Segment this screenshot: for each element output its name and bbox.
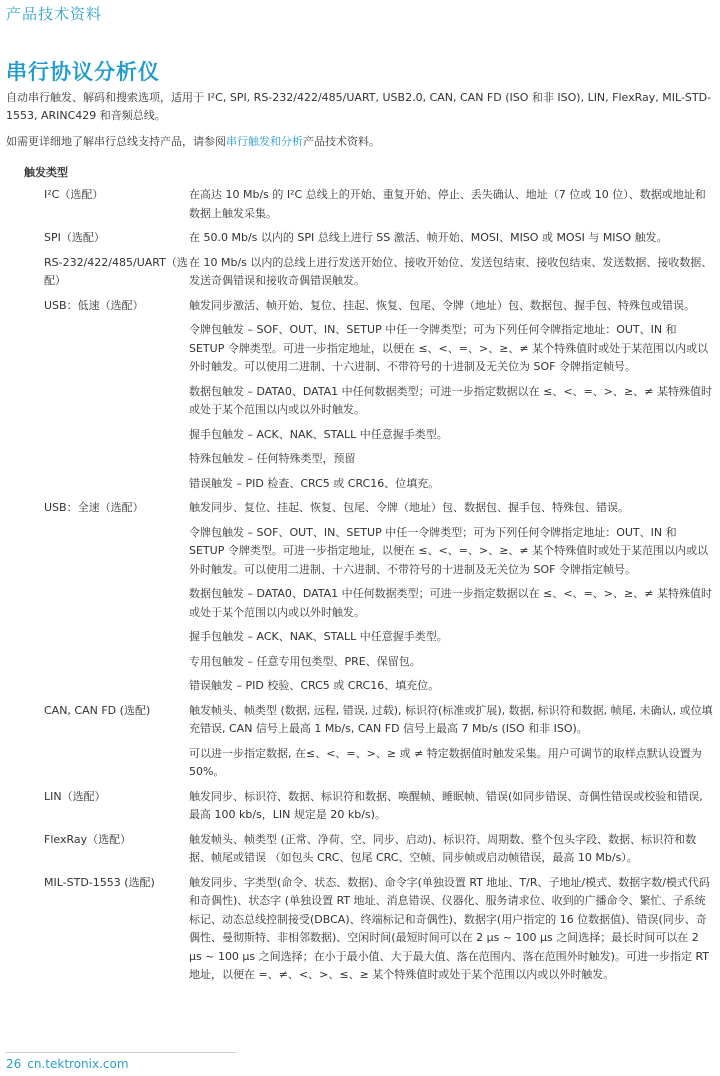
trigger-description bbox=[189, 788, 714, 831]
description-paragraph: 可以进一步指定数据, 在≤、<、=、>、≥ 或 ≠ 特定数据值时触发采集。用户可调节的取样点默认设置为 50%。 bbox=[189, 746, 702, 778]
description-paragraph: 令牌包触发 – SOF、OUT、IN、SETUP 中任一令牌类型；可为下列任何令牌指定地址：OUT、IN 和 SETUP 令牌类型。可进一步指定地址，以便在 ≤、<、=、>、≥、≠ 某个特殊值时或处于某范围以内或以外时触发。可以使用二进制、十六进制、不带符号的十进制及无关位为 SOF 令牌指定帧号。 bbox=[189, 323, 709, 373]
trigger-row bbox=[44, 788, 714, 831]
reference-prefix: 如需更详细地了解串行总线支持产品，请参阅 bbox=[6, 135, 226, 148]
description-paragraph: 在 50.0 Mb/s 以内的 SPI 总线上进行 SS 激活、帧开始、MOSI、MISO 或 MOSI 与 MISO 触发。 bbox=[189, 231, 668, 244]
trigger-row bbox=[44, 831, 714, 874]
trigger-description bbox=[189, 297, 714, 500]
description-paragraph: 握手包触发 – ACK、NAK、STALL 中任意握手类型。 bbox=[189, 630, 448, 643]
description-paragraph: 错误触发 – PID 校验、CRC5 或 CRC16、填充位。 bbox=[189, 679, 440, 692]
description-paragraph: 触发帧头、帧类型 (数据, 远程, 错误, 过载), 标识符(标准或扩展), 数据, 标识符和数据, 帧尾, 未确认, 或位填充错误, CAN 信号上最高 1 Mb/s, CAN FD 信号上最高 7 Mb/s (ISO 和非 ISO)。 bbox=[189, 703, 713, 735]
description-paragraph: 令牌包触发 – SOF、OUT、IN、SETUP 中任一令牌类型；可为下列任何令牌指定地址：OUT、IN 和 SETUP 令牌类型。可进一步指定地址，以便在 ≤、<、=、>、≥、≠ 某个特殊值时或处于某范围以内或以外时触发。可以使用二进制、十六进制、不带符号的十进制及无关位为 SOF 令牌指定帧号。 bbox=[189, 525, 709, 576]
description-paragraph: 握手包触发 – ACK、NAK、STALL 中任意握手类型。 bbox=[189, 427, 448, 441]
description-paragraph: 在 10 Mb/s 以内的总线上进行发送开始位、接收开始位、发送包结束、接收包结束、发送数据、接收数据、发送奇偶错误和接收奇偶错误触发。 bbox=[189, 255, 713, 287]
description-paragraph: 特殊包触发 – 任何特殊类型，预留 bbox=[189, 452, 356, 465]
description-paragraph: 触发帧头、帧类型 (正常、净荷、空、同步、启动)、标识符、周期数、整个包头字段、数据、标识符和数据、帧尾或错误 （如包头 CRC、包尾 CRC、空帧、同步帧或启动帧错误，最高 10 Mb/s）。 bbox=[189, 832, 697, 864]
trigger-description bbox=[189, 186, 714, 229]
trigger-row bbox=[44, 297, 714, 500]
serial-trigger-link[interactable]: 串行触发和分析 bbox=[226, 135, 303, 148]
trigger-label: LIN（选配） bbox=[44, 789, 106, 803]
trigger-description bbox=[189, 831, 714, 874]
section-title: 触发类型 bbox=[24, 166, 68, 179]
trigger-description bbox=[189, 499, 714, 702]
reference-suffix: 产品技术资料。 bbox=[303, 135, 380, 148]
footer-site: cn.tektronix.com bbox=[27, 1057, 129, 1071]
description-paragraph: 数据包触发 – DATA0、DATA1 中任何数据类型；可进一步指定数据以在 ≤、<、=、>、≥、≠ 某特殊值时或处于某个范围以内或以外时触发。 bbox=[189, 587, 712, 619]
trigger-label: SPI（选配） bbox=[44, 231, 105, 244]
footer-divider bbox=[6, 1052, 236, 1053]
description-paragraph: 在高达 10 Mb/s 的 I²C 总线上的开始、重复开始、停止、丢失确认、地址（7 位或 10 位）、数据或地址和数据上触发采集。 bbox=[189, 188, 706, 220]
trigger-label: USB：低速（选配） bbox=[44, 298, 144, 312]
trigger-label: MIL-STD-1553 (选配) bbox=[44, 875, 155, 889]
trigger-description bbox=[189, 254, 714, 297]
description-paragraph: 错误触发 – PID 检查、CRC5 或 CRC16、位填充。 bbox=[189, 476, 440, 490]
description-paragraph: 触发同步、标识符、数据、标识符和数据、唤醒帧、睡眠帧、错误(如同步错误、奇偶性错误或校验和错误, 最高 100 kb/s，LIN 规定是 20 kb/s)。 bbox=[189, 789, 703, 821]
trigger-label: I²C（选配） bbox=[44, 188, 104, 201]
trigger-row bbox=[44, 499, 714, 702]
description-paragraph: 数据包触发 – DATA0、DATA1 中任何数据类型；可进一步指定数据以在 ≤、<、=、>、≥、≠ 某特殊值时或处于某个范围以内或以外时触发。 bbox=[189, 384, 712, 416]
trigger-description bbox=[189, 229, 714, 254]
reference-paragraph bbox=[6, 133, 380, 151]
trigger-row bbox=[44, 229, 714, 254]
trigger-label: FlexRay（选配） bbox=[44, 832, 132, 846]
description-paragraph: 触发同步、字类型(命令、状态、数据)、命令字(单独设置 RT 地址、T/R、子地址/模式、数据字数/模式代码和奇偶性)、状态字 (单独设置 RT 地址、消息错误、仪器化、服务请求位、收到的广播命令、繁忙、子系统标记、动态总线控制接受(DBCA)、终端标记和奇偶性)、数据字(用户指定的 16 位数据值)、错误(同步、奇偶性、曼彻斯特、非相邻数据)、空闲时间(最短时间可以在 2 μs ~ 100 μs 之间选择；最长时间可以在 2 μs ~ 100 μs 之间选择；在小于最小值、大于最大值、落在范围内、落在范围外时触发)。可进一步指定 RT 地址，以便在 =、≠、<、>、≤、≥ 某个特殊值时或处于某个范围以内或以外时触发。 bbox=[189, 875, 710, 981]
description-paragraph: 触发同步、复位、挂起、恢复、包尾、令牌（地址）包、数据包、握手包、特殊包、错误。 bbox=[189, 501, 629, 514]
trigger-description bbox=[189, 702, 714, 788]
trigger-description bbox=[189, 874, 714, 991]
footer bbox=[6, 1057, 129, 1071]
trigger-label: RS-232/422/485/UART（选配） bbox=[44, 255, 188, 287]
trigger-label: USB：全速（选配） bbox=[44, 501, 144, 514]
doc-header: 产品技术资料 bbox=[6, 5, 103, 23]
trigger-row bbox=[44, 186, 714, 229]
page-title: 串行协议分析仪 bbox=[6, 60, 160, 84]
trigger-row bbox=[44, 254, 714, 297]
intro-paragraph: 自动串行触发、解码和搜索选项，适用于 I²C, SPI, RS-232/422/485/UART, USB2.0, CAN, CAN FD (ISO 和非 ISO), LIN, FlexRay, MIL-STD-1553, ARINC429 和音频总线。 bbox=[6, 91, 712, 122]
page-number: 26 bbox=[6, 1057, 22, 1071]
trigger-label: CAN, CAN FD (选配) bbox=[44, 703, 151, 717]
description-paragraph: 触发同步激活、帧开始、复位、挂起、恢复、包尾、令牌（地址）包、数据包、握手包、特殊包或错误。 bbox=[189, 298, 695, 312]
trigger-type-table bbox=[44, 186, 714, 991]
trigger-row bbox=[44, 874, 714, 991]
trigger-row bbox=[44, 702, 714, 788]
description-paragraph: 专用包触发 – 任意专用包类型、PRE、保留包。 bbox=[189, 654, 421, 668]
